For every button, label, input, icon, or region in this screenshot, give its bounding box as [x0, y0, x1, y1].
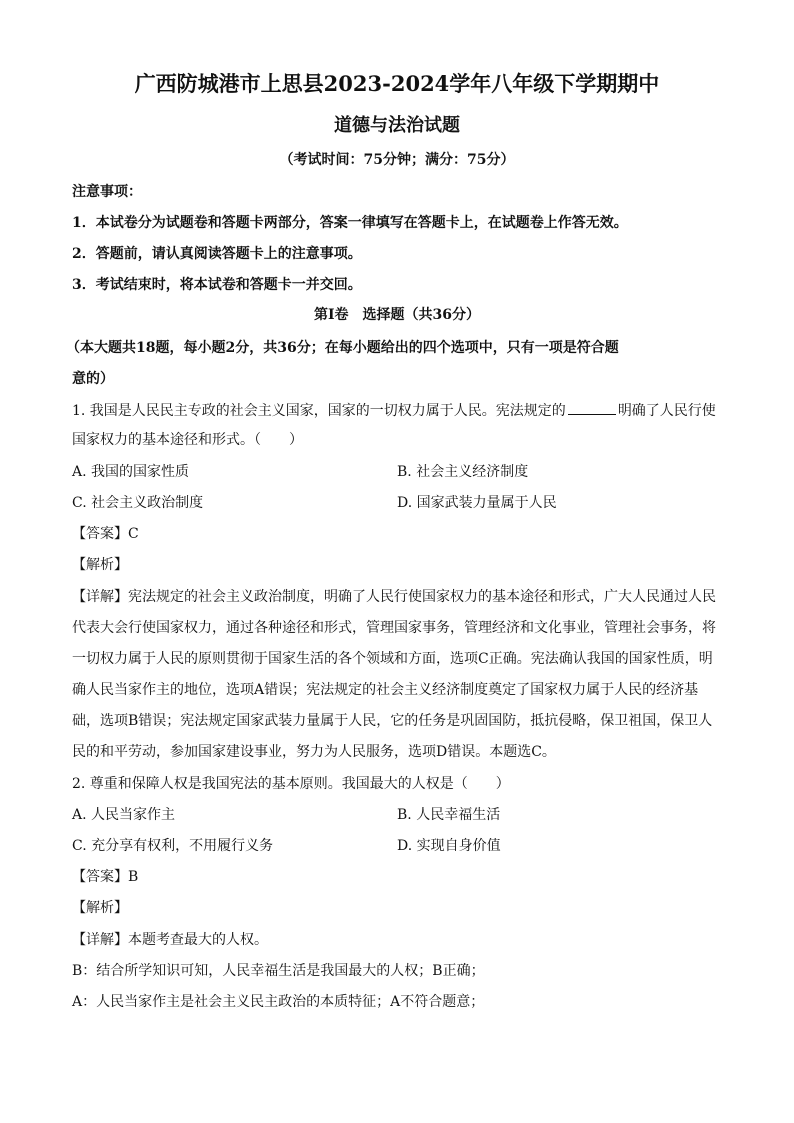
- question-1-detail-line: 一切权力属于人民的原则贯彻于国家生活的各个领域和方面，选项C正确。宪法确认我国的国家性质，明: [72, 651, 713, 667]
- question-2-answer: 【答案】B: [72, 869, 139, 885]
- question-1-detail-line: 础，选项B错误；宪法规定国家武装力量属于人民，它的任务是巩固国防，抵抗侵略，保卫祖国，保卫人: [72, 713, 713, 729]
- question-1-detail-line: 【详解】宪法规定的社会主义政治制度，明确了人民行使国家权力的基本途径和形式，广大人民通过人民: [72, 589, 716, 605]
- question-1-stem: [72, 400, 722, 421]
- question-1-option-a: A. 我国的国家性质: [72, 464, 190, 480]
- question-1-detail-line: 确人民当家作主的地位，选项A错误；宪法规定的社会主义经济制度奠定了国家权力属于人民的经济基: [72, 682, 699, 698]
- question-1-analysis-label: 【解析】: [72, 557, 128, 573]
- notes-item-3: 3．考试结束时，将本试卷和答题卡一并交回。: [72, 277, 362, 293]
- question-2-detail-line: A：人民当家作主是社会主义民主政治的本质特征；A不符合题意；: [72, 994, 485, 1010]
- notes-heading: 注意事项：: [72, 184, 142, 200]
- section-title: 第Ⅰ卷 选择题（共36分）: [313, 307, 481, 323]
- question-2-option-d: D. 实现自身价值: [397, 838, 501, 854]
- question-2-option-a: A. 人民当家作主: [72, 807, 176, 823]
- notes-item-1: 1．本试卷分为试题卷和答题卡两部分，答案一律填写在答题卡上，在试题卷上作答无效。: [72, 215, 628, 231]
- question-1-answer: 【答案】C: [72, 526, 139, 542]
- exam-subject-title: 道德与法治试题: [334, 115, 460, 136]
- section-instruction-line-2: 意的）: [72, 371, 114, 387]
- notes-item-2: 2．答题前，请认真阅读答题卡上的注意事项。: [72, 246, 362, 262]
- question-2-detail-line: B：结合所学知识可知，人民幸福生活是我国最大的人权；B正确；: [72, 963, 485, 979]
- question-2-stem: 2. 尊重和保障人权是我国宪法的基本原则。我国最大的人权是（ ）: [72, 776, 510, 792]
- question-1-stem-part-1: 1. 我国是人民民主专政的社会主义国家，国家的一切权力属于人民。宪法规定的: [72, 403, 566, 419]
- question-1-option-d: D. 国家武装力量属于人民: [397, 495, 557, 511]
- question-2-option-b: B. 人民幸福生活: [397, 807, 501, 823]
- question-1-option-c: C. 社会主义政治制度: [72, 495, 204, 511]
- question-1-detail-line: 民的和平劳动，参加国家建设事业，努力为人民服务，选项D错误。本题选C。: [72, 744, 556, 760]
- answer-blank: [568, 400, 616, 415]
- exam-title: 广西防城港市上思县2023-2024学年八年级下学期期中: [134, 71, 660, 96]
- question-2-analysis-label: 【解析】: [72, 900, 128, 916]
- question-2-option-c: C. 充分享有权利，不用履行义务: [72, 838, 274, 854]
- question-1-detail-line: 代表大会行使国家权力，通过各种途径和形式，管理国家事务，管理经济和文化事业，管理社会事务，将: [72, 620, 716, 636]
- section-instruction-line-1: （本大题共18题，每小题2分，共36分；在每小题给出的四个选项中，只有一项是符合题: [66, 340, 619, 356]
- question-1-stem-line-2: 国家权力的基本途径和形式。（ ）: [72, 432, 303, 448]
- question-2-detail-line: 【详解】本题考查最大的人权。: [72, 932, 268, 948]
- question-1-option-b: B. 社会主义经济制度: [397, 464, 529, 480]
- exam-info: （考试时间：75分钟；满分：75分）: [279, 152, 515, 168]
- question-1-stem-part-2: 明确了人民行使: [617, 403, 716, 419]
